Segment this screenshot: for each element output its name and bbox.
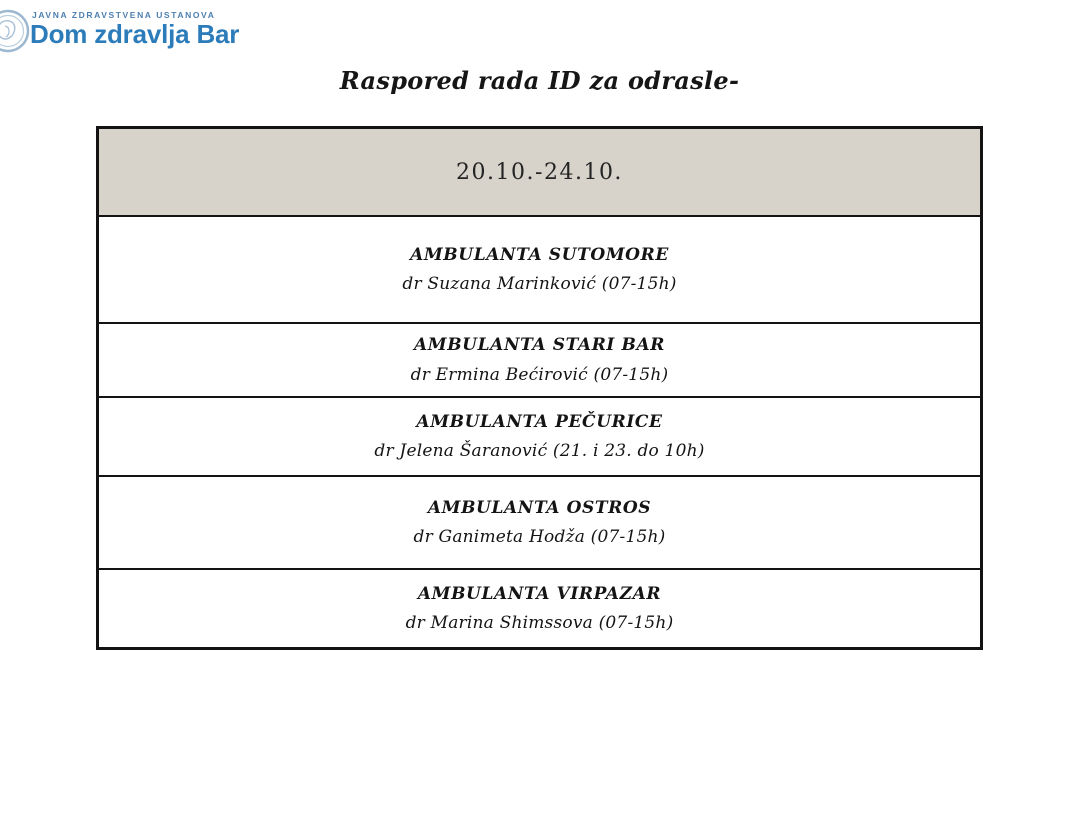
clinic-name: AMBULANTA VIRPAZAR: [417, 583, 662, 604]
doctor-shift: dr Ganimeta Hodža (07-15h): [413, 527, 666, 547]
org-name: Dom zdravlja Bar: [30, 19, 240, 49]
table-row: [99, 215, 980, 322]
clinic-name: AMBULANTA STARI BAR: [414, 335, 665, 356]
table-row: [99, 475, 980, 568]
schedule-table: [96, 126, 983, 650]
table-row: [99, 322, 980, 396]
doctor-shift: dr Suzana Marinković (07-15h): [402, 274, 677, 294]
table-row: [99, 396, 980, 475]
clinic-name: AMBULANTA SUTOMORE: [410, 244, 669, 265]
clinic-name: AMBULANTA OSTROS: [427, 497, 652, 518]
date-range: 20.10.-24.10.: [456, 159, 623, 185]
clinic-name: AMBULANTA PEČURICE: [416, 411, 663, 432]
doctor-shift: dr Marina Shimssova (07-15h): [405, 613, 674, 633]
table-header-row: [99, 129, 980, 215]
health-center-seal-icon: [0, 9, 30, 53]
page-title: Raspored rada ID za odrasle-: [339, 66, 740, 95]
org-tagline: JAVNA ZDRAVSTVENA USTANOVA: [32, 10, 216, 20]
doctor-shift: dr Ermina Bećirović (07-15h): [410, 364, 669, 385]
doctor-shift: dr Jelena Šaranović (21. i 23. do 10h): [374, 441, 705, 461]
table-row: [99, 568, 980, 647]
